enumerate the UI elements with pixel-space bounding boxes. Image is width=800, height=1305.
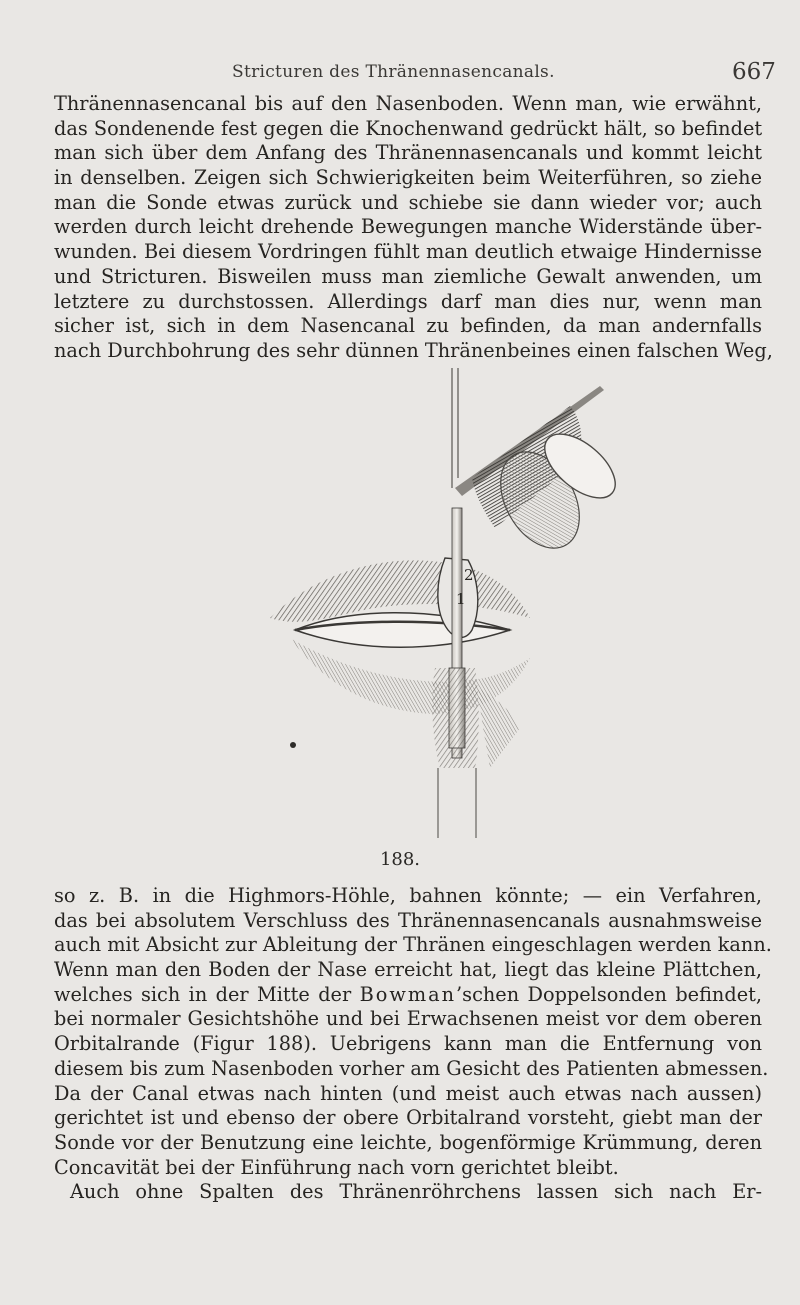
text-line: gerichtet ist und ebenso der obere Orbitalrand vorsteht, giebt man der xyxy=(54,1106,762,1130)
text-line: nach Durchbohrung des sehr dünnen Thränenbeines einen falschen Weg, xyxy=(54,338,773,362)
text-line: Orbitalrande (Figur 188). Uebrigens kann man die Entfernung von xyxy=(54,1032,762,1056)
cheek-shading xyxy=(478,688,520,768)
figure-caption: 188. xyxy=(379,849,421,870)
text-line: das Sondenende fest gegen die Knochenwand gedrückt hält, so befindet xyxy=(54,116,763,140)
text-line: in denselben. Zeigen sich Schwierigkeiten beim Weiterführen, so ziehe xyxy=(54,166,762,190)
eye-probe-illustration xyxy=(240,368,690,848)
text-line: Da der Canal etwas nach hinten (und meist auch etwas nach aussen) xyxy=(54,1081,762,1105)
text-line: Auch ohne Spalten des Thränenröhrchens lassen sich nach Er- xyxy=(70,1180,762,1204)
text-line: Concavität bei der Einführung nach vorn gerichtet bleibt. xyxy=(54,1155,619,1179)
text-line: Thränennasencanal bis auf den Nasenboden. Wenn man, wie erwähnt, xyxy=(54,92,762,115)
text-line: werden durch leicht drehende Bewegungen manche Widerstände über- xyxy=(54,215,762,239)
text-line: Wenn man den Boden der Nase erreicht hat, liegt das kleine Plättchen, xyxy=(54,958,762,982)
text-fragment: welches sich in der Mitte der xyxy=(54,982,352,1006)
text-line: sicher ist, sich in dem Nasencanal zu befinden, da man andernfalls xyxy=(54,314,762,338)
nasal-canal-shading xyxy=(432,668,478,768)
figure-label-2: 2 xyxy=(464,566,474,584)
paragraph-top xyxy=(54,92,773,364)
text-line: auch mit Absicht zur Ableitung der Thränen eingeschlagen werden kann. xyxy=(54,933,772,957)
page-number: 667 xyxy=(732,59,776,85)
page-header xyxy=(0,59,800,86)
figure-label-1: 1 xyxy=(456,590,466,608)
text-line: letztere zu durchstossen. Allerdings darf man dies nur, wenn man xyxy=(54,289,762,313)
text-fragment: ’schen Doppelsonden befindet, xyxy=(456,982,762,1006)
marker-dot xyxy=(290,742,296,748)
running-title: Stricturen des Thränennasencanals. xyxy=(232,62,555,82)
paragraph-bottom xyxy=(54,884,772,1205)
text-line: das bei absolutem Verschluss des Thränennasencanals ausnahmsweise xyxy=(54,908,762,932)
text-line xyxy=(54,983,762,1008)
text-line: bei normaler Gesichtshöhe und bei Erwachsenen meist vor dem oberen xyxy=(54,1007,762,1031)
text-line: wunden. Bei diesem Vordringen fühlt man deutlich etwaige Hindernisse xyxy=(54,240,762,264)
figure-eye-probe xyxy=(240,368,690,848)
author-name-spaced: Bowman xyxy=(359,982,457,1006)
text-line: man sich über dem Anfang des Thränennasencanals und kommt leicht xyxy=(54,141,762,165)
text-line: man die Sonde etwas zurück und schiebe sie dann wieder vor; auch xyxy=(54,190,762,214)
text-line: Sonde vor der Benutzung eine leichte, bogenförmige Krümmung, deren xyxy=(54,1130,762,1154)
text-line: und Stricturen. Bisweilen muss man ziemliche Gewalt anwenden, um xyxy=(54,264,762,288)
text-line: so z. B. in die Highmors-Höhle, bahnen könnte; — ein Verfahren, xyxy=(54,884,762,907)
text-line: diesem bis zum Nasenboden vorher am Gesicht des Patienten abmessen. xyxy=(54,1056,769,1080)
